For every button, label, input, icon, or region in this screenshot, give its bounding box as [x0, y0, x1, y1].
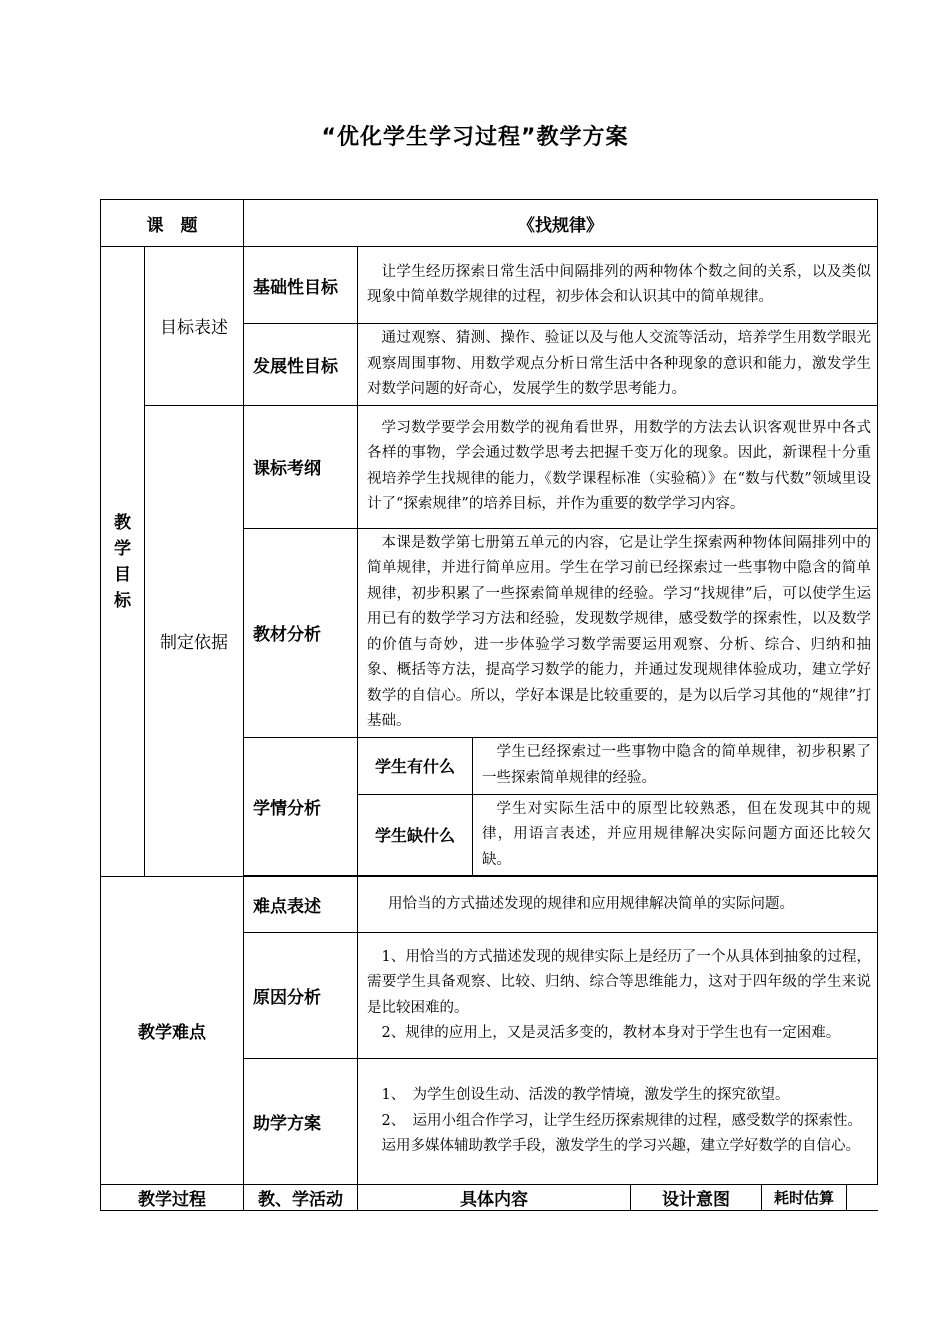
students-label: 学情分析	[244, 737, 358, 876]
process-col-intent: 设计意图	[631, 1185, 762, 1211]
process-col-stage: 教学过程	[101, 1185, 244, 1211]
students-lack-label: 学生缺什么	[358, 794, 473, 876]
document-title: “优化学生学习过程”教学方案	[321, 125, 629, 150]
difficulty-desc-label: 难点表述	[244, 877, 358, 933]
curriculum-text: 学习数学要学会用数学的视角看世界，用数学的方法去认识客观世界中各式各样的事物，学会通过数学思考去把握千变万化的现象。因此，新课程十分重视培养学生找规律的能力，《数学课程标准（实验稿）》在“数与代数”领域里设计了“探索规律”的培养目标，并作为重要的数学学习内容。	[358, 405, 878, 528]
process-col-content: 具体内容	[358, 1185, 631, 1211]
curriculum-label: 课标考纲	[244, 405, 358, 528]
difficulty-desc-row	[101, 877, 878, 933]
topic-row	[101, 200, 878, 247]
plan-label: 助学方案	[244, 1059, 358, 1185]
process-col-activity: 教、学活动	[244, 1185, 358, 1211]
plan-text	[358, 1059, 878, 1185]
plan-item-2: 2、 运用小组合作学习，让学生经历探索规律的过程，感受数学的探索性。	[381, 1112, 862, 1129]
difficulty-desc-text: 用恰当的方式描述发现的规律和应用规律解决简单的实际问题。	[358, 877, 878, 933]
textbook-label: 教材分析	[244, 528, 358, 737]
plan-item-1: 1、 为学生创设生动、活泼的教学情境，激发学生的探究欲望。	[381, 1087, 790, 1104]
dev-objective-label: 发展性目标	[244, 324, 358, 406]
objective-statement-label: 目标表述	[145, 247, 244, 406]
process-col-blank	[847, 1185, 878, 1211]
basic-objective-row	[101, 247, 878, 324]
curriculum-row	[101, 405, 878, 528]
plan-item-3: 运用多媒体辅助教学手段，激发学生的学习兴趣，建立学好数学的自信心。	[381, 1138, 860, 1155]
basic-objective-text: 让学生经历探索日常生活中间隔排列的两种物体个数之间的关系，以及类似现象中简单数学规律的过程，初步体会和认识其中的简单规律。	[358, 247, 878, 324]
students-have-text: 学生已经探索过一些事物中隐含的简单规律，初步积累了一些探索简单规律的经验。	[473, 737, 878, 794]
process-col-time: 耗时估算	[762, 1185, 847, 1211]
dev-objective-text: 通过观察、猜测、操作、验证以及与他人交流等活动，培养学生用数学眼光观察周围事物、用数学观点分析日常生活中各种现象的意识和能力，激发学生对数学问题的好奇心，发展学生的数学思考能力。	[358, 324, 878, 406]
process-header-row	[101, 1185, 878, 1211]
students-lack-text: 学生对实际生活中的原型比较熟悉，但在发现其中的规律，用语言表述，并应用规律解决实际问题方面还比较欠缺。	[473, 794, 878, 876]
objectives-label: 教学目标	[101, 247, 145, 877]
topic-value: 《找规律》	[244, 200, 878, 247]
basic-objective-label: 基础性目标	[244, 247, 358, 324]
textbook-text: 本课是数学第七册第五单元的内容，它是让学生探索两种物体间隔排列中的简单规律，并进行简单应用。学生在学习前已经探索过一些事物中隐含的简单规律，初步积累了一些探索简单规律的经验。学习“找规律”后，可以使学生运用已有的数学学习方法和经验，发现数学规律，感受数学的探索性，以及数学的价值与奇妙，进一步体验学习数学需要运用观察、分析、综合、归纳和抽象、概括等方法，提高学习数学的能力，并通过发现规律体验成功，建立学好数学的自信心。所以，学好本课是比较重要的，是为以后学习其他的“规律”打基础。	[358, 528, 878, 737]
students-have-label: 学生有什么	[358, 737, 473, 794]
reason-item-1: 1、用恰当的方式描述发现的规律实际上是经历了一个从具体到抽象的过程，需要学生具备观察、比较、归纳、综合等思维能力，这对于四年级的学生来说是比较困难的。	[367, 948, 872, 1016]
reason-text	[358, 933, 878, 1059]
lesson-plan-table	[100, 199, 878, 1211]
difficulty-label: 教学难点	[101, 877, 244, 1185]
topic-label: 课 题	[101, 200, 244, 247]
basis-label: 制定依据	[145, 405, 244, 877]
reason-item-2: 2、规律的应用上，又是灵活多变的，教材本身对于学生也有一定困难。	[381, 1025, 841, 1041]
reason-label: 原因分析	[244, 933, 358, 1059]
